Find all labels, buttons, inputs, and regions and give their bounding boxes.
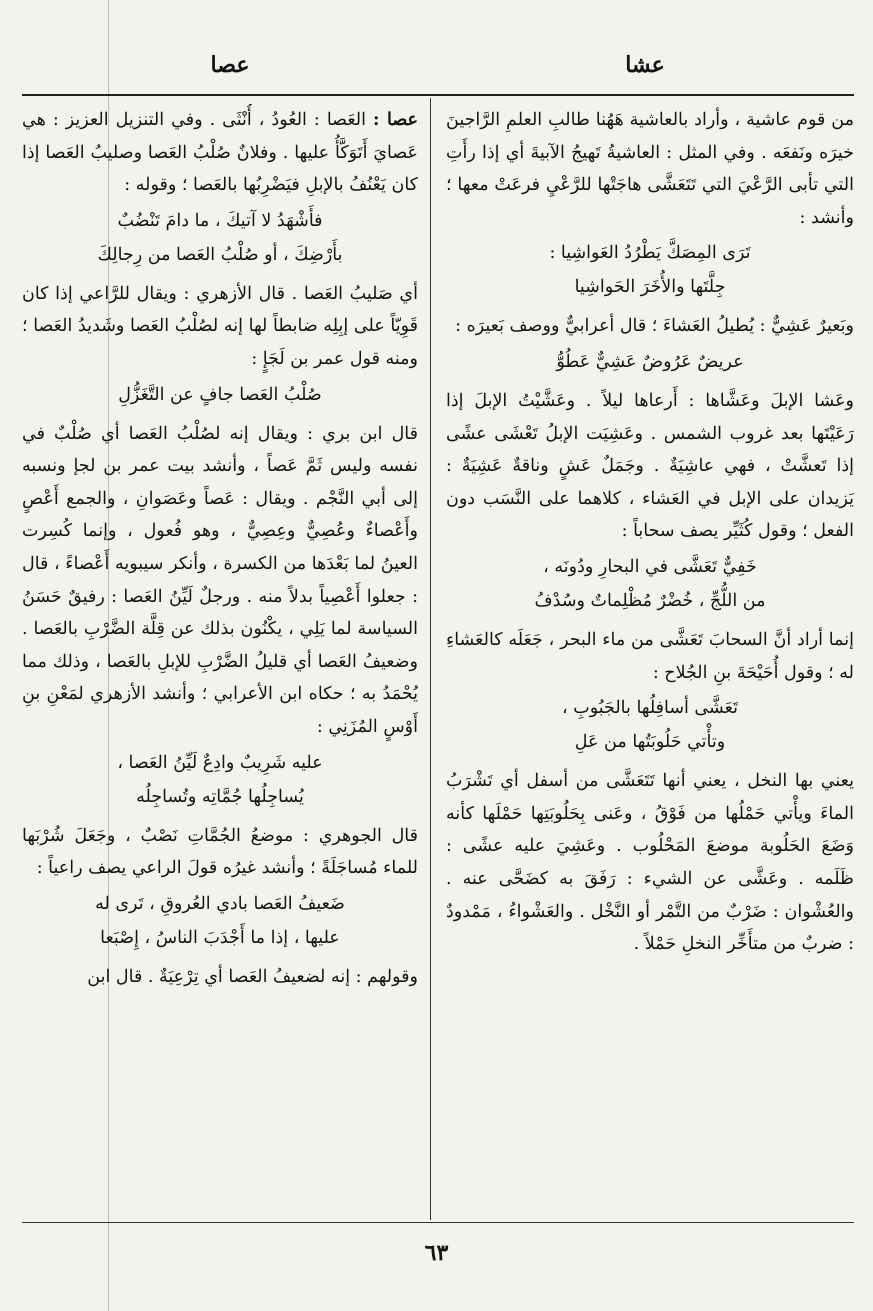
paragraph: وبَعيرٌ عَشِيٌّ : يُطيلُ العَشاءَ ؛ قال أعرابيٌّ ووصف بَعيرَه : xyxy=(455,316,854,337)
verse xyxy=(446,345,854,379)
verse-line: صُلْبُ العَصا جافٍ عن التَّغَزُّلِ xyxy=(118,384,322,405)
verse-line: خَفِيٌّ تَعَشَّى في البحارِ ودُونَه ، xyxy=(543,556,757,577)
verse-line: يُساجِلُها جُمَّاتِه وتُساجِلُه xyxy=(136,786,304,807)
paragraph: أي صَليبُ العَصا . قال الأزهري : ويقال للرَّاعي إذا كان قَوِيّاً على إبِلِه ضابطاً لها إنه لصُلْبُ العَصا وشَديدُ العَصا ؛ ومنه قول عمر بن لَجَإٍ : xyxy=(22,283,418,369)
verse-line: من اللُّجِّ ، خُضْرٌ مُظْلِماتٌ وسُدْفُ xyxy=(534,590,766,611)
verse-line: وتأْتي حَلُوبَتُها من عَلِ xyxy=(574,732,726,753)
verse-line: فأَشْهَدُ لا آتيكَ ، ما دامَ تَنْضُبٌ xyxy=(117,210,323,231)
verse-line: بأَرْضِكَ ، أو صُلْبُ العَصا من رِجالِكَ xyxy=(97,244,343,265)
verse xyxy=(446,236,854,304)
paragraph: إنما أراد أنَّ السحابَ تَعَشَّى من ماء البحر ، جَعَلَه كالعَشاءِ له ؛ وقول أُحَيْحَةَ بنِ الجُلاح : xyxy=(446,629,854,683)
column-divider xyxy=(430,98,431,1220)
entry-headword: عصا : xyxy=(373,110,418,130)
running-head-left: عصا xyxy=(210,52,250,78)
paragraph: قال الجوهري : موضعُ الجُمَّاتِ نَصْبٌ ، وجَعَلَ شُرْبَها للماء مُساجَلَةً ؛ وأنشد غيرُه قولَ الراعي يصف راعياً : xyxy=(22,825,418,879)
footer-rule xyxy=(22,1222,854,1223)
paragraph: من قوم عاشية ، وأراد بالعاشية هَهُنا طالبِ العلمِ الرَّاجينَ خيرَه ونَفعَه . وفي المثل : العاشيةُ تَهيجُ الآبيةَ أي إذا رأَتِ التي تأبى الرَّعْيَ التي تَتَعَشَّى هاجَتْها للرَّعْيِ فرعَتْ معها ؛ وأنشد : xyxy=(446,110,854,228)
verse xyxy=(22,887,418,955)
verse xyxy=(22,204,418,272)
verse xyxy=(446,691,854,759)
paragraph: وعَشا الإبلَ وعَشَّاها : أَرعاها ليلاً . وعَشَّيْتُ الإبلَ إذا رَعَيْتَها بعد غروب الشمس . وعَشِيَت الإبلُ تَعْشَى عشًى إذا تَعشَّتْ ، فهي عاشِيَةٌ . وجَمَلٌ عَشٍ وناقةٌ عَشِيَةٌ : يَزيدان على الإبل في العَشاء ، كلاهما على النَّسَب دون الفعل ؛ وقول كُثَيِّر يصف سحاباً : xyxy=(446,390,854,542)
paragraph: وقولهم : إنه لضعيفُ العَصا أي تِرْعِيَةٌ . قال ابن xyxy=(87,966,418,987)
verse-line: عريضٌ عَرُوضٌ عَشِيٌّ عَطُوُّ xyxy=(556,351,744,372)
entry-text: العَصا : العُودُ ، أُنْثَى . وفي التنزيل العزيز : هي عَصايَ أَتَوَكَّأُ عليها . وفلانٌ صُلْبُ العَصا وصليبُ العَصا إذا كان يَعْنُفُ بالإبلِ فيَضْرِبُها بالعَصا ؛ وقوله : xyxy=(22,110,418,196)
paragraph: يعني بها النخل ، يعني أنها تَتَعَشَّى من أسفل أي تَشْرَبُ الماءَ ويأْتي حَمْلُها من فَوْقُ ، وعَنى بِحَلُوبَتِها حَمْلَها كأنه وَضَعَ الحَلُوبة موضعَ المَحْلُوب . وعَشِيَ عليه عشًى : ظَلَمه . وعَشَّى عن الشيء : رَفَقَ به كضَحَّى عنه . والعُشْوان : ضَرْبٌ من التَّمْر أو النَّخْل . والعَشْواءُ ، مَمْدودٌ : ضربٌ من متأَخِّر النخلِ حَمْلاً . xyxy=(446,771,854,955)
verse-line: عليه شَرِيبٌ وادِعٌ لَيِّنُ العَصا ، xyxy=(117,752,323,773)
verse-line: تَعَشَّى أسافِلُها بالجَبُوبِ ، xyxy=(562,698,738,719)
header-rule xyxy=(22,94,854,96)
verse-line: عليها ، إذا ما أَجْدَبَ الناسُ ، إِصْبَعا xyxy=(100,927,340,948)
right-column xyxy=(446,104,854,1216)
verse xyxy=(22,378,418,412)
running-head-right: عشا xyxy=(625,52,665,78)
verse-line: جِلَّتَها والأُخَرَ الحَواشِيا xyxy=(574,277,726,298)
verse xyxy=(22,746,418,814)
left-column xyxy=(22,104,418,1216)
paragraph: قال ابن بري : ويقال إنه لصُلْبُ العَصا أي صُلْبٌ في نفسه وليس ثَمَّ عَصاً ، وأنشد بيت عمر بن لجإ ونسبه إلى أبي النَّجْم . ويقال : عَصاً وعَصَوانِ ، والجمع أَعْصٍ وأَعْصاءٌ وعُصِيٌّ وعِصِيٌّ ، وهو فُعول ، وإنما كُسِرت العينُ لما بَعْدَها من الكسرة ، وأنكر سيبويه أَعْصاءً ، قال : جعلوا أَعْصِياً بدلاً منه . ورجلٌ لَيِّنُ العَصا : رفيقٌ حَسَنُ السياسة لما يَلِي ، يكْنُون بذلك عن قِلَّة الضَّرْبِ بالعَصا . وضعيفُ العَصا أي قليلُ الضَّرْبِ للإبلِ بالعَصا ، وذلك مما يُحْمَدُ به ؛ حكاه ابن الأعرابي ؛ وأنشد الأزهري لمَعْنِ بنِ أَوْسٍ المُزَنِي : xyxy=(22,423,418,737)
entry-paragraph xyxy=(22,104,418,202)
verse-line: تَرَى المِصَكَّ يَطْرُدُ العَواشِيا : xyxy=(549,243,751,264)
page-number: ٦٣ xyxy=(424,1240,449,1266)
verse xyxy=(446,550,854,618)
verse-line: ضَعيفُ العَصا بادي العُروقِ ، تَرى له xyxy=(95,893,345,914)
